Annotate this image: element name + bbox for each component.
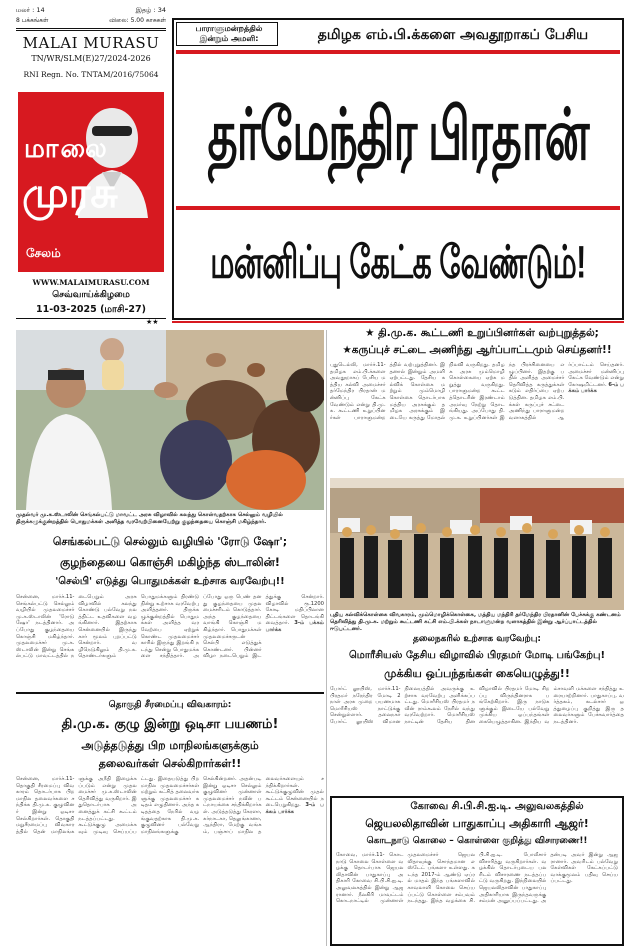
decorative-stars: ★★ xyxy=(146,318,159,326)
volume-number: மலர் : 14 xyxy=(16,6,45,14)
weekday: செவ்வாய்க்கிழமை xyxy=(52,290,130,300)
dmk-continued: 3-ம் பக்கம் பார்க்க xyxy=(265,802,324,815)
lead-story xyxy=(172,18,624,320)
modi-headline-1: மொரீசியஸ் தேசிய விழாவில் பிரதமர் மோடி பங்கேற்பு! xyxy=(348,650,606,661)
kodanad-body: கோவை, மார்ச்.11- கொடநாடு கொலை கொள்ளை வழக்கு தொடர்பாக ஜெயலலிதாவின் பாதுகாப்பு அதிகாரி கோவை சி.பி.சி.ஐ.டி. அலுவலகத்தில் இன்று ஆஜரானார். நீலகிரி மாவட்டம் கொடநாட்டில் முன்னாள் முதலமைச்சர் ஜெயலலிதாவுக்கு சொந்தமான எஸ்டேட் பங்களா உள்ளது. கடந்த 2017-ம் ஆண்டு ஏப்ரல் மாதம் இந்த பங்களாவில் காவலாளி கொலை செய்யப்பட்டு கொள்ளை சம்பவம் நடந்தது. இந்த வழக்கை சி.பி.சி.ஐ.டி. போலீசார் விசாரித்து வருகிறார்கள். வழக்கில் தொடர்புடைய பலரிடம் விசாரணை நடத்தப்பட்டு வருகிறது. இந்நிலையில் ஜெயலலிதாவின் பாதுகாப்பு அதிகாரியாக இருந்தவருக்கு சம்மன் அனுப்பப்பட்டது. அதன்படி அவர் இன்று ஆஜரானார். அவரிடம் பல்வேறு கேள்விகள் கேட்கப்பட்டு வாக்குமூலம் பதிவு செய்யப்பட்டது. xyxy=(336,852,618,905)
stalin-headline-3: 'செல்பி' எடுத்து பொதுமக்கள் உற்சாக வரவேற்பு!! xyxy=(55,576,285,587)
stalin-body: சென்னை, மார்ச்.11- செங்கல்பட்டு செல்லும் வழியில் முதலமைச்சர் மு.க.ஸ்டாலின் 'ரோடு ஷோ' நடத்தினார். அப்போது குழந்தையை கொஞ்சி மகிழ்ந்தார். முதலமைச்சர் மு.க.ஸ்டாலின் இன்று செங்கல்பட்டு மாவட்டத்தில் நடைபெறும் அரசு விழாவில் கலந்து கொண்டு பல்வேறு நலத்திட்ட உதவிகளை வழங்கினார். இதற்காக சென்னையில் இருந்து கார் மூலம் புறப்பட்டு சென்றார். வழிநெடுகிலும் தி.மு.க. தொண்டர்களும் பொதுமக்களும் திரண்டு நின்று உற்சாக வரவேற்பு அளித்தனர். திருக்கழுக்குன்றத்தில் பொதுமக்கள் அளித்த வரவேற்பை ஏற்றுக் கொண்ட முதலமைச்சர் காரில் இருந்து இறங்கி நடந்து சென்று பொதுமக்களை சந்தித்தார். அப்போது ஒரு பெண் தனது குழந்தையை முதலமைச்சரிடம் கொடுத்தார். அந்த குழந்தையை வாங்கி கொஞ்சி மகிழ்ந்தார். பொதுமக்கள் முதலமைச்சருடன் செல்பி எடுத்துக் கொண்டனர். பின்னர் விழா நடைபெறும் இடத்துக்கு சென்றார். விழாவில் ரூ.1200 கோடி மதிப்பிலான திட்டங்களை தொடங்கி வைத்தார். 3-ம் பக்கம் பார்க்க xyxy=(16,594,324,660)
registration-line-2: RNI Regn. No. TNTAM/2016/75064 xyxy=(23,70,159,79)
paper-name: MALAI MURASU xyxy=(22,34,160,52)
stalin-photo xyxy=(16,330,324,510)
issue-date: 11-03-2025 (மாசி-27) xyxy=(36,304,146,315)
logo-word-murasu: முரசு xyxy=(22,168,118,217)
modi-body: போர்ட் லூயிஸ், மார்ச்.11- பிரதமர் நரேந்திர மோடி 2 நாள் அரசு முறை பயணமாக மொரீசியஸ் நாட்டுக்கு சென்றுள்ளார். தலைநகர் போர்ட் லூயிஸ் விமான நிலையத்தில் அவருக்கு உற்சாக வரவேற்பு அளிக்கப்பட்டது. மொரீசியஸ் பிரதமர் நவீன் ராம்கூலம் நேரில் வந்து வரவேற்றார். மொரீசியஸ் நாட்டின் தேசிய தின விழாவில் பிரதமர் மோடி சிறப்பு விருந்தினராக பங்கேற்கிறார். இரு நாடுகளுக்கும் இடையே பல்வேறு முக்கிய ஒப்பந்தங்கள் கையெழுத்தாகின. இந்திய வம்சாவளி மக்களை சந்தித்து உரையாற்றினார். பாதுகாப்பு, வர்த்தகம், கடல்சார் ஒத்துழைப்பு குறித்து இரு தலைவர்களும் பேச்சுவார்த்தை நடத்தினர். xyxy=(330,686,624,725)
dmk-headline-3: தலைவர்கள் செல்கிறார்கள்!! xyxy=(98,757,242,770)
masthead xyxy=(16,6,166,324)
issue-number: இதழ் : 34 xyxy=(135,6,166,14)
kodanad-headline-2: கொடநாடு கொலை – கொள்ளை குறித்து விசாரணை!! xyxy=(366,836,588,846)
lead-kicker: பாராளுமன்றத்தில் இன்றும் அமளி: xyxy=(195,24,263,43)
stalin-headline-2: குழந்தையை கொஞ்சி மகிழ்ந்த ஸ்டாலின்! xyxy=(59,555,280,569)
price: விலை: 5.00 காசுகள் xyxy=(109,17,166,24)
page-count: 8 பக்கங்கள் xyxy=(16,17,49,24)
lead-headline-line-2: மன்னிப்பு கேட்க வேண்டும்! xyxy=(210,238,586,288)
dmk-body: சென்னை, மார்ச்.11- தொகுதி சீரமைப்பு விவகாரம் தொடர்பாக பிற மாநில தலைவர்களை சந்திக்க தி.மு.க. குழுவினர் இன்று ஒடிசா செல்கிறார்கள். தொகுதி மறுசீரமைப்பு விவகாரத்தில் தென் மாநிலங்களுக்கு அநீதி இழைக்கப்படும் என்று முதலமைச்சர் மு.க.ஸ்டாலின் தெரிவித்து வருகிறார். இதுதொடர்பாக அனைத்துக் கட்சி கூட்டம் நடத்தப்பட்டது. கூட்டுக்குழு அமைக்கவும் முடிவு செய்யப்பட்டது. இதையடுத்து பிற மாநில முதலமைச்சர்கள் மற்றும் கட்சித் தலைவர்களுக்கு முதலமைச்சர் கடிதம் எழுதினார். அந்த கடிதத்தை நேரில் வழங்குவதற்காக தி.மு.க. குழுவினர் பல்வேறு மாநிலங்களுக்கு செல்கின்றனர். அதன்படி இன்று ஒடிசா செல்லும் குழுவினர் முன்னாள் முதலமைச்சர் நவீன் பட்நாயக்கை சந்திக்கிறார்கள். அடுத்தடுத்து கேரளா, கர்நாடகா, தெலுங்கானா, ஆந்திரா, மேற்கு வங்கம், பஞ்சாப் மாநில தலைவர்களையும் சந்திக்கிறார்கள். கூட்டுக்குழுவின் முதல் கூட்டம் சென்னையில் நடைபெறுகிறது. 3-ம் பக்கம் பார்க்க xyxy=(16,776,324,835)
edition-name: சேலம் xyxy=(26,246,61,260)
lead-body: புதுடெல்லி, மார்ச்.11- தமிழக எம்.பி.க்களை அவதூறாகப் பேசிய மத்திய கல்வி அமைச்சர் தர்மேந்திர பிரதான் மன்னிப்பு கேட்க வேண்டும் என்று தி.மு.க. கூட்டணி உறுப்பினர்கள் பாராளுமன்றத்தில் வற்புறுத்தினர். இதனால் இன்றும் அமளி ஏற்பட்டது. தேசிய கல்விக் கொள்கை மற்றும் மும்மொழி கொள்கை தொடர்பாக மத்திய அரசுக்கும் தமிழக அரசுக்கும் இடையே கருத்து மோதல் நிலவி வருகிறது. தமிழக அரசு மும்மொழி கொள்கையை ஏற்க மறுத்து வருகிறது. பாராளுமன்ற கூட்டத்தொடரின் இரண்டாம் அமர்வு நேற்று தொடங்கியது. அப்போது தி.மு.க. உறுப்பினர்கள் இந்த பிரச்சினையை எழுப்பினர். இதற்கு பதில் அளித்த அமைச்சர் தெரிவித்த கருத்துக்கள் கடும் எதிர்ப்பை ஏற்படுத்தின. தமிழக எம்.பி.க்கள் கருப்புச் சட்டை அணிந்து பாராளுமன்ற வளாகத்தில் ஆர்ப்பாட்டம் செய்தனர். அமைச்சர் மன்னிப்பு கேட்க வேண்டும் என்று கோஷமிட்டனர். 6-ம் பக்கம் பார்க்க xyxy=(330,362,624,421)
lead-continued: 6-ம் பக்கம் பார்க்க xyxy=(568,381,624,395)
website: WWW.MALAIMURASU.COM xyxy=(32,278,150,287)
stalin-photo-caption: முதல்வர் மு.க.ஸ்டாலின் செங்கல்பட்டு மாவட்ட அரசு விழாவில் கலந்து கொள்வதற்காக செல்லும் வழியில் திருக்கழுக்குன்றத்தில் பொதுமக்கள் அளித்த வரவேற்பினையேற்று குழந்தையை கொஞ்சி மகிழ்ந்தார். xyxy=(16,512,283,525)
lead-subdeck-2: ★கருப்புச் சட்டை அணிந்து ஆர்ப்பாட்டமும் செய்தனர்!! xyxy=(342,344,612,356)
kodanad-headline-1: ஜெயலலிதாவின் பாதுகாப்பு அதிகாரி ஆஜர்! xyxy=(365,817,589,830)
dmk-headline-1: தி.மு.க. குழு இன்று ஒடிசா பயணம்! xyxy=(61,717,279,732)
logo-block xyxy=(18,92,164,272)
dmk-headline-2: அடுத்தடுத்து பிற மாநிலங்களுக்கும் xyxy=(81,739,259,752)
kodanad-box xyxy=(330,796,624,946)
protest-photo-caption: புதிய கல்விக்கொள்கை விவகாரம், மும்மொழிக்கொள்கை, மத்திய மந்திரி தர்மேந்திர பிரதானின் பேச்சுக்கு கண்டனம் தெரிவித்து தி.மு.க. மற்றும் கூட்டணி கட்சி எம்.பி.க்கள் நாடாளுமன்ற வளாகத்தில் இன்று ஆர்ப்பாட்டத்தில் ஈடுபட்டனர். xyxy=(330,612,621,632)
lead-headline-line-1: தர்மேந்திர பிரதான் xyxy=(207,94,589,175)
dmk-kicker: தொகுதி சீரமைப்பு விவகாரம்: xyxy=(108,700,232,710)
kodanad-kicker: கோவை சி.பி.சி.ஐ.டி. அலுவலகத்தில் xyxy=(410,801,584,812)
modi-headline-2: முக்கிய ஒப்பந்தங்கள் கையெழுத்து!! xyxy=(384,667,570,680)
stalin-continued: 3-ம் பக்கம் பார்க்க xyxy=(265,620,324,633)
lead-kicker-right: தமிழக எம்.பி.க்களை அவதூறாகப் பேசிய xyxy=(317,27,589,43)
lead-subdeck-1: ★ தி.மு.க. கூட்டணி உறுப்பினர்கள் வற்புறுத்தல்; xyxy=(365,327,599,339)
registration-line-1: TN/WR/SLM(E)27/2024-2026 xyxy=(31,54,151,63)
protest-photo xyxy=(330,478,624,610)
stalin-headline-1: செங்கல்பட்டு செல்லும் வழியில் 'ரோடு ஷோ'; xyxy=(52,535,288,548)
logo-word-malai: மாலை xyxy=(24,134,109,164)
modi-kicker: தலைநகரில் உற்சாக வரவேற்பு: xyxy=(412,634,542,644)
